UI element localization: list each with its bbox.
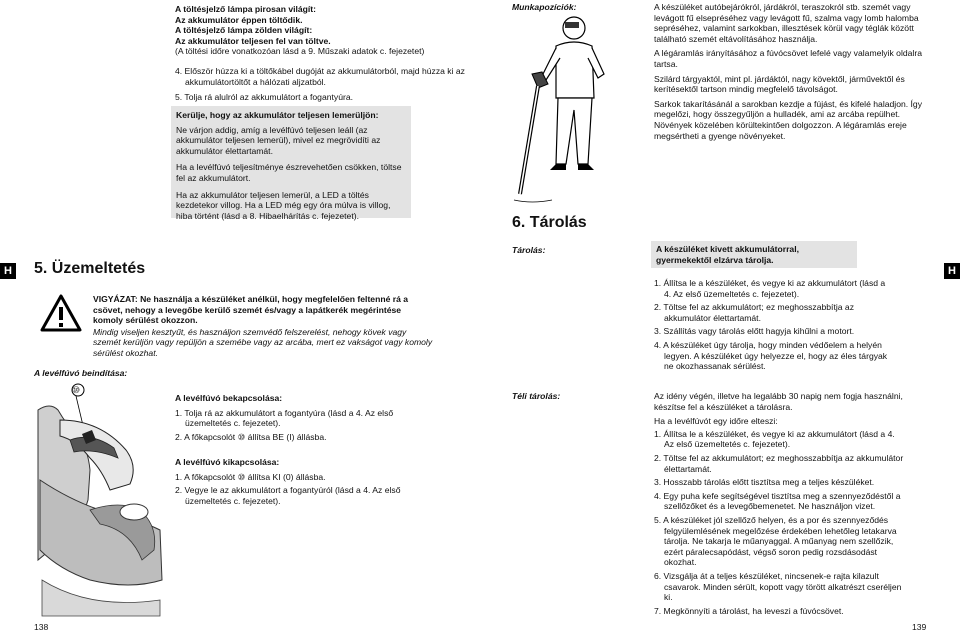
charge-line: A töltésjelző lámpa pirosan világít: bbox=[175, 4, 317, 14]
work-paragraph: Sarkok takarításánál a sarokban kezdje a fújást, és kifelé haladjon. Így megelőzi, hogy összegyűljön a hulladék, ami az arcába repülhet. Növények közelében körültekintően dolgozzon. A légáramlás ereje megsértheti a gyenge növényeket. bbox=[654, 98, 922, 141]
winter-step: 4. Egy puha kefe segítségével tisztítsa meg a szennyeződéstől a szellőzőket és a levegőbemenetet. Ne használjon vizet. bbox=[654, 490, 901, 512]
charge-note: (A töltési időre vonatkozóan lásd a 9. Műszaki adatok c. fejezetet) bbox=[175, 46, 425, 57]
warning-bold: VIGYÁZAT: Ne használja a készüléket anélkül, hogy megfelelően feltenné rá a csövet, nehogy a levegőbe kerülő szemét és/vagy a lapátkerék megérintése komoly sérülést okozzon. bbox=[93, 294, 409, 326]
warning-icon bbox=[40, 294, 82, 332]
storage-step: 1. Állítsa le a készüléket, és vegye ki az akkumulátort (lásd a 4. Az első üzemeltetés c. fejezetet). bbox=[654, 278, 886, 299]
switch-on-step: 2. A főkapcsolót ⑩ állítsa BE (I) állásba. bbox=[175, 431, 327, 442]
switch-off-section bbox=[175, 457, 405, 509]
switch-off-heading: A levélfúvó kikapcsolása: bbox=[175, 457, 280, 467]
storage-heading-box: A készüléket kivett akkumulátorral, gyermekektől elzárva tárolja. bbox=[651, 241, 857, 268]
charge-line: Az akkumulátor teljesen fel van töltve. bbox=[175, 35, 331, 46]
storage-step: 2. Töltse fel az akkumulátort; ez meghosszabbítja az akkumulátor élettartamát. bbox=[654, 302, 854, 323]
blower-handle-illustration bbox=[30, 380, 170, 618]
box-paragraph: Ha az akkumulátor teljesen lemerül, a LED a töltés kezdetekor villog. Ha a LED még egy óra múlva is villog, hiba történt (lásd a 8. Hibaelhárítás c. fejezetet). bbox=[176, 189, 391, 221]
charge-line: Az akkumulátor éppen töltődik. bbox=[175, 14, 303, 25]
winter-step: 1. Állítsa le a készüléket, és vegye ki az akkumulátort (lásd a 4. Az első üzemeltetés c. fejezetet). bbox=[654, 428, 895, 450]
charge-steps bbox=[175, 66, 465, 106]
switch-on-step: 1. Tolja rá az akkumulátort a fogantyúra (lásd a 4. Az első üzemeltetés c. fejezetet). bbox=[175, 407, 394, 429]
winter-step: 5. A készüléket jól szellőző helyen, és a por és szennyeződés felgyülemlésének megelőzése érdekében lehetőleg letakarva tárolja. Ne takarja le műanyaggal. A műanyag nem szellőzik, ezért páralecsapódást, végső soron pedig rozsdásodást okozhat. bbox=[654, 514, 897, 568]
storage-label: Tárolás: bbox=[512, 245, 546, 255]
winter-storage-label: Téli tárolás: bbox=[512, 391, 561, 401]
work-positions-text bbox=[654, 2, 926, 141]
work-positions-label: Munkapozíciók: bbox=[512, 2, 577, 12]
work-paragraph: A légáramlás irányításához a fúvócsövet lefelé vagy valamelyik oldalra tartsa. bbox=[654, 48, 922, 69]
storage-step: 3. Szállítás vagy tárolás előtt hagyja kihűlni a motort. bbox=[654, 326, 855, 337]
storage-step: 4. A készüléket úgy tárolja, hogy minden védőelem a helyén legyen. A készüléket úgy helyezze el, hogy az éles tárgyak ne okozhassanak sérülést. bbox=[654, 339, 888, 372]
box-heading: Kerülje, hogy az akkumulátor teljesen lemerüljön: bbox=[176, 110, 379, 120]
box-paragraph: Ha a levélfúvó teljesítménye észrevehetően csökken, töltse fel az akkumulátort. bbox=[176, 162, 402, 183]
language-tab-right: H bbox=[944, 263, 960, 279]
switch-off-step: 1. A főkapcsolót ⑩ állítsa KI (0) állásba. bbox=[175, 471, 326, 482]
winter-step: 7. Megkönnyíti a tárolást, ha leveszi a fúvócsövet. bbox=[654, 605, 844, 616]
page-number-right: 139 bbox=[912, 622, 927, 632]
charge-status-text bbox=[175, 4, 505, 57]
winter-step: 2. Töltse fel az akkumulátort; ez meghosszabbítja az akkumulátor élettartamát. bbox=[654, 452, 904, 474]
operator-illustration bbox=[512, 14, 624, 214]
work-paragraph: Szilárd tárgyaktól, mint pl. járdáktól, nagy kövektől, járművektől és kerítésektől tartson mindig megfelelő távolságot. bbox=[654, 73, 905, 95]
switch-on-section bbox=[175, 393, 405, 445]
winter-intro-2: Ha a levélfúvót egy időre elteszi: bbox=[654, 416, 778, 427]
storage-steps bbox=[654, 278, 894, 375]
battery-info-box bbox=[171, 106, 411, 221]
winter-step: 6. Vizsgálja át a teljes készüléket, nincsenek-e rajta kilazult csavarok. Minden sérült, kopott vagy törött alkatrészt cseréljen ki. bbox=[654, 570, 902, 603]
section-title-operation: 5. Üzemeltetés bbox=[34, 260, 146, 277]
language-tab-left: H bbox=[0, 263, 16, 279]
winter-step: 3. Hosszabb tárolás előtt tisztítsa meg a teljes készüléket. bbox=[654, 477, 875, 488]
winter-intro: Az idény végén, illetve ha legalább 30 napig nem fogja használni, készítse fel a készüléket a tárolásra. bbox=[654, 391, 903, 412]
page-number-left: 138 bbox=[34, 622, 49, 632]
switch-on-heading: A levélfúvó bekapcsolása: bbox=[175, 393, 283, 403]
start-label: A levélfúvó beindítása: bbox=[34, 368, 128, 378]
callout-number: ⑩ bbox=[72, 385, 81, 395]
step-4: 4. Először húzza ki a töltőkábel dugóját az akkumulátorból, majd húzza ki az akkumulátortöltőt a hálózati aljzatból. bbox=[175, 66, 465, 87]
step-5: 5. Tolja rá alulról az akkumulátort a fogantyúra. bbox=[175, 92, 354, 103]
work-paragraph: A készüléket autóbejárókról, járdákról, teraszokról stb. szemét vagy levágott fű elsepréséhez vagy levágott fű, szalma vagy lomb halomba sepréséhez, valamint sarkokban, illesztések körül vagy téglák között található szemét eltávolításához használja. bbox=[654, 2, 919, 44]
switch-off-step: 2. Vegye le az akkumulátort a fogantyúról (lásd a 4. Az első üzemeltetés c. fejezetet). bbox=[175, 485, 401, 506]
winter-storage-text bbox=[654, 391, 904, 619]
box-paragraph: Ne várjon addig, amíg a levélfúvó teljesen leáll (az akkumulátor teljesen lemerül), mivel ez megrövidíti az akkumulátor élettartamát. bbox=[176, 124, 381, 156]
section-title-storage: 6. Tárolás bbox=[512, 214, 587, 231]
warning-text bbox=[93, 294, 433, 359]
warning-italic: Mindig viseljen kesztyűt, és használjon szemvédő felszerelést, nehogy kövek vagy szemét kerüljön vagy repüljön a szemébe vagy az arcába, mert ez vakságot vagy komoly sérülést okozhat. bbox=[93, 326, 433, 358]
charge-line: A töltésjelző lámpa zölden világít: bbox=[175, 25, 313, 36]
